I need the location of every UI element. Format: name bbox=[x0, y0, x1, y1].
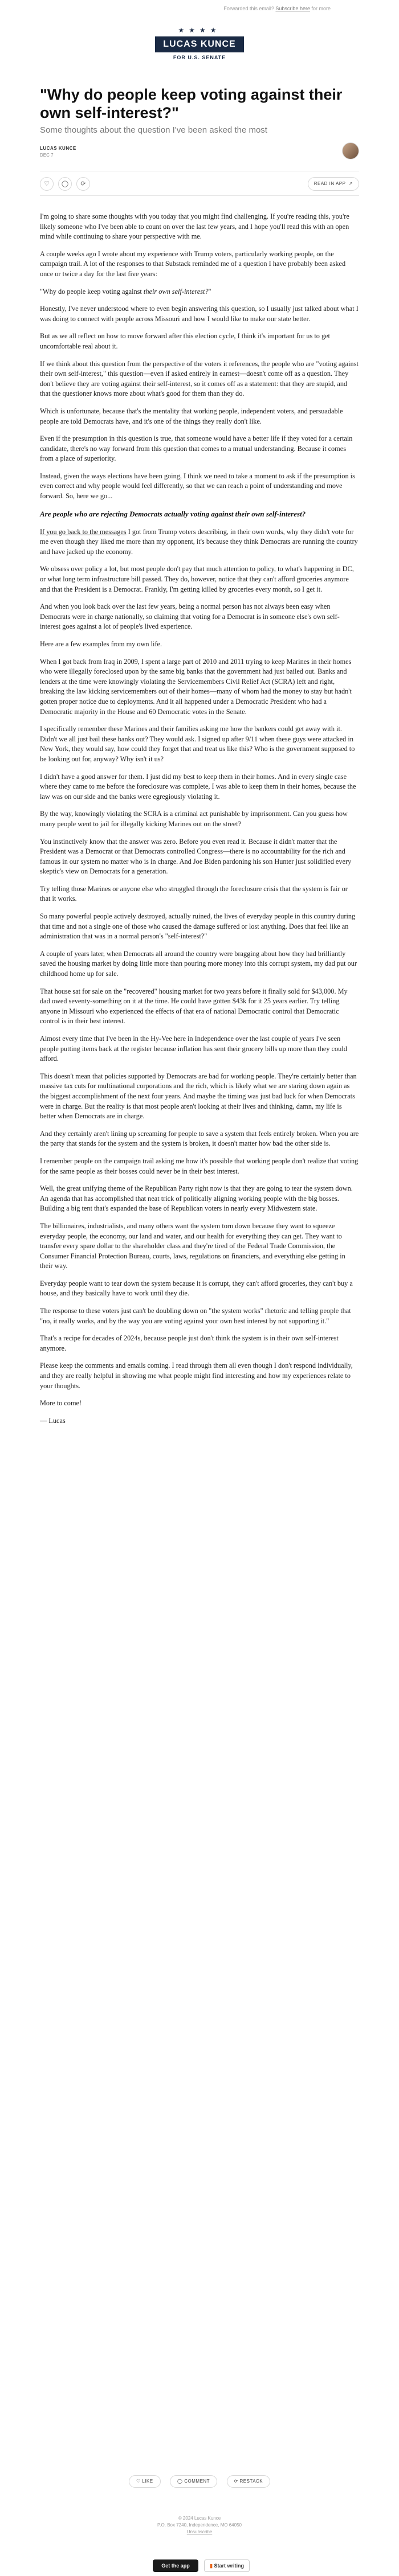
section-heading: Are people who are rejecting Democrats actually voting against their own self-interest? bbox=[40, 509, 306, 518]
like-button[interactable] bbox=[129, 2475, 161, 2488]
quote-suffix: " bbox=[208, 287, 211, 296]
paragraph: When I got back from Iraq in 2009, I spent a large part of 2010 and 2011 trying to keep Marines in their homes who were illegally foreclosed upon by the same big banks that the government had just bailed out. Banks and lenders at the time were knowingly violating the Servicemembers Civil Relief Act (SCRA) left and right, breaking the law kicking servicemembers out of their homes—many of whom had the money to stay but hadn't gotten proper notice due to deployments. And it all happened under a Democratic President who had a Democratic majority in the House and 60 Democratic votes in the Senate. bbox=[40, 657, 352, 716]
paragraph: Everyday people want to tear down the system because it is corrupt, they can't afford groceries, they can't buy a house, and they basically have to work until they die. bbox=[40, 1279, 353, 1298]
paragraph: I'm going to share some thoughts with you today that you might find challenging. If you're reading this, you're likely someone who I've been able to count on over the last few years, and I hope you'll read this with an open mind while continuing to share your perspective with me. bbox=[40, 212, 349, 241]
paragraph: If we think about this question from the perspective of the voters it references, the people who are "voting against their own self-interest," this question—even if asked entirely in earnest—doesn't come off as a question. They don't believe they are voting against their self-interest, so it comes off as a statement: that they are stupid, and that the questioner knows more about what's good for them than they do. bbox=[40, 359, 359, 398]
paragraph: Instead, given the ways elections have been going, I think we need to take a moment to ask if the presumption is even correct and why people would feel differently, so that we can reach a point of understanding and move forward. So, here we go... bbox=[40, 471, 355, 501]
paragraph bbox=[40, 527, 359, 557]
signature: — Lucas bbox=[40, 1416, 66, 1425]
substack-icon: ▮ bbox=[210, 2563, 214, 2569]
post-date: DEC 7 bbox=[40, 153, 54, 158]
heart-icon[interactable]: ♡ bbox=[40, 177, 54, 191]
unsubscribe-link[interactable]: Unsubscribe bbox=[186, 2529, 213, 2534]
forwarded-note bbox=[223, 6, 331, 11]
paragraph: I specifically remember these Marines and their families asking me how the bankers could get away with it. Didn't we all just bail these banks out? They would ask. I signed up after 9/11 when these guys were attacked in New York, they would say, how could they forget that and treat us like this? Who is the government supposed to be looking out for, anyway? Why isn't it us? bbox=[40, 725, 355, 763]
post-subtitle: Some thoughts about the question I've been asked the most bbox=[40, 125, 267, 135]
messages-link[interactable]: If you go back to the messages bbox=[40, 527, 127, 536]
author-name[interactable]: LUCAS KUNCE bbox=[40, 146, 76, 151]
paragraph: Which is unfortunate, because that's the mentality that working people, independent voters, and persuadable people are told Democrats have, and it's one of the things they really don't like. bbox=[40, 407, 343, 425]
restack-icon[interactable]: ⟳ bbox=[76, 177, 90, 191]
paragraph: We obsess over policy a lot, but most people don't pay that much attention to policy, to what's happening in DC, or what long term infrastructure bill passed. They do, however, notice that they can't afford groceries anymore and that the President is a Democrat. Frankly, I'm getting killed by groceries every month, so I get it. bbox=[40, 565, 354, 593]
paragraph-text: I got from Trump voters describing, in their own words, why they didn't vote for me even though they liked me more than my opponent, it's because they think Democrats are running the country and have jacked up the economy. bbox=[40, 527, 358, 556]
subscribe-link[interactable]: Subscribe here bbox=[275, 6, 310, 11]
paragraph: That's a recipe for decades of 2024s, because people just don't think the system is in their own self-interest anymore. bbox=[40, 1334, 339, 1352]
read-in-app-button[interactable] bbox=[308, 177, 359, 191]
restack-icon: ⟳ bbox=[234, 2479, 240, 2484]
paragraph: So many powerful people actively destroyed, actually ruined, the lives of everyday people in this country during that time and not a single one of those who caused the damage suffered or lost anything. Does that feel like an administration that was in a normal person's "self-interest?" bbox=[40, 912, 356, 941]
quote-italic: their own self-interest? bbox=[143, 287, 209, 296]
paragraph: Even if the presumption in this question is true, that someone would have a better life if they voted for a certain candidate, there's no way forward from this question that comes to a mutual understanding. Because it comes from a place of superiority. bbox=[40, 434, 353, 463]
footer-copyright: © 2024 Lucas Kunce bbox=[178, 2516, 221, 2521]
paragraph-quote bbox=[40, 287, 359, 297]
author-avatar[interactable] bbox=[342, 142, 359, 159]
paragraph: Try telling those Marines or anyone else who struggled through the foreclosure crisis that the system is fair or that it works. bbox=[40, 884, 348, 903]
start-writing-label: Start writing bbox=[214, 2563, 244, 2569]
paragraph: Please keep the comments and emails coming. I read through them all even though I don't respond individually, and they are really helpful in showing me what people might find interesting and how my experiences relate to your thoughts. bbox=[40, 1361, 353, 1390]
paragraph: The response to these voters just can't be doubling down on "the system works" rhetoric and telling people that "no, it really works, and by the way you are voting against your own best interest by not supporting it." bbox=[40, 1307, 351, 1325]
bottom-action-bar bbox=[0, 2475, 399, 2488]
comment-icon[interactable]: ◯ bbox=[58, 177, 72, 191]
footer-address: P.O. Box 7240, Independence, MO 64050 bbox=[157, 2522, 242, 2528]
paragraph: And when you look back over the last few years, being a normal person has not always been easy when Democrats were in charge nationally, so claiming that voting for a Democrat is in someone else's own self-interest goes against a lot of people's lived experience. bbox=[40, 602, 340, 631]
restack-button[interactable] bbox=[227, 2475, 271, 2488]
logo-name: LUCAS KUNCE bbox=[155, 36, 243, 52]
forwarded-text: Forwarded this email? bbox=[223, 6, 274, 11]
paragraph: A couple of years later, when Democrats all around the country were bragging about how they had brilliantly saved the housing market by doing little more than pouring more money into this corrupt system, my dad put our childhood home up for sale. bbox=[40, 949, 357, 978]
read-in-app-label: READ IN APP bbox=[314, 181, 346, 186]
get-app-button[interactable]: Get the app bbox=[153, 2559, 198, 2572]
forwarded-suffix: for more bbox=[311, 6, 331, 11]
heart-icon: ♡ bbox=[136, 2479, 142, 2484]
publication-logo[interactable] bbox=[0, 26, 399, 60]
action-bar bbox=[40, 171, 359, 196]
paragraph: But as we all reflect on how to move forward after this election cycle, I think it's important for us to get uncomfortable real about it. bbox=[40, 332, 330, 350]
arrow-icon: ↗ bbox=[347, 181, 353, 186]
paragraph: More to come! bbox=[40, 1399, 82, 1408]
comment-button[interactable] bbox=[170, 2475, 217, 2488]
quote-prefix: "Why do people keep voting against bbox=[40, 287, 144, 296]
paragraph: Well, the great unifying theme of the Republican Party right now is that they are going to tear the system down. An agenda that has accomplished that neat trick of politically aligning working people with the big bosses. Building a big tent that's expanded the base of Republican voters in nearly every Midwestern state. bbox=[40, 1184, 353, 1213]
paragraph: By the way, knowingly violating the SCRA is a criminal act punishable by imprisonment. Can you guess how many people went to jail for illegally kicking Marines out on the street? bbox=[40, 810, 348, 828]
comment-icon: ◯ bbox=[177, 2479, 185, 2484]
like-label: LIKE bbox=[142, 2479, 153, 2484]
logo-subtitle: FOR U.S. SENATE bbox=[173, 55, 226, 60]
start-writing-button[interactable] bbox=[204, 2559, 250, 2572]
paragraph: I didn't have a good answer for them. I just did my best to keep them in their homes. And in every single case where they came to me before the foreclosure was complete, I was able to keep them in their homes, because the law was on our side and the banks were egregiously violating it. bbox=[40, 772, 356, 801]
paragraph: This doesn't mean that policies supported by Democrats are bad for working people. They're certainly better than massive tax cuts for multinational corporations and the rich, which is likely what we are staring down again as the biggest accomplishment of the next four years. And maybe the timing was just bad luck for when Democrats were in charge. But the reality is that most people aren't looking at their lives and thinking, damn, my life is better when Democrats are in charge. bbox=[40, 1072, 357, 1121]
article-body bbox=[40, 212, 359, 1433]
comment-label: COMMENT bbox=[184, 2479, 210, 2484]
paragraph: The billionaires, industrialists, and many others want the system torn down because they want to squeeze everyday people, the economy, our land and water, and our health for everything they can get. They want to transfer every spare dollar to the shareholder class and they're tired of the Federal Trade Commission, the Consumer Financial Protection Bureau, courts, laws, regulations on financiers, and everything else getting in their way. bbox=[40, 1221, 345, 1270]
post-title[interactable]: "Why do people keep voting against their own self-interest?" bbox=[40, 86, 343, 121]
restack-label: RESTACK bbox=[239, 2479, 263, 2484]
paragraph: That house sat for sale on the "recovered" housing market for two years before it finally sold for $43,000. My dad owed seventy-something on it at the time. He could have gotten $43k for it 25 years earlier. Try telling anyone in Missouri who experienced the effects of that era of national Democratic control that Democratic control is in their best interest. bbox=[40, 987, 348, 1026]
paragraph: And they certainly aren't lining up screaming for people to save a system that feels entirely broken. When you are the party that stands for the system and the system is broken, it doesn't matter how bad the other side is. bbox=[40, 1129, 359, 1148]
paragraph: I remember people on the campaign trail asking me how it's possible that working people don't realize that voting for the same people as their bosses could never be in their best interest. bbox=[40, 1156, 359, 1175]
paragraph: Here are a few examples from my own life. bbox=[40, 640, 162, 648]
paragraph: A couple weeks ago I wrote about my experience with Trump voters, particularly working people, on the campaign trail. A lot of the responses to that Substack reminded me of a question I have probably been asked once or twice a day for the last five years: bbox=[40, 249, 346, 278]
paragraph: Almost every time that I've been in the Hy-Vee here in Independence over the last couple of years I've seen people putting items back at the register because inflation has sent their grocery bills up more than they could afford. bbox=[40, 1035, 347, 1063]
paragraph: Honestly, I've never understood where to even begin answering this question, so I usually just talked about what I was doing to connect with people across Missouri and how I would like to make our state better. bbox=[40, 305, 359, 323]
paragraph: You instinctively know that the answer was zero. Before you even read it. Because it didn't matter that the President was a Democrat or that Democrats controlled Congress—there is no accountability for the rich and famous in our system no matter who is in charge. And Joe Biden pardoning his son Hunter just solidified every skeptic's view on Democrats for a generation. bbox=[40, 837, 352, 876]
stars-decoration: ★★★★ bbox=[178, 26, 221, 34]
